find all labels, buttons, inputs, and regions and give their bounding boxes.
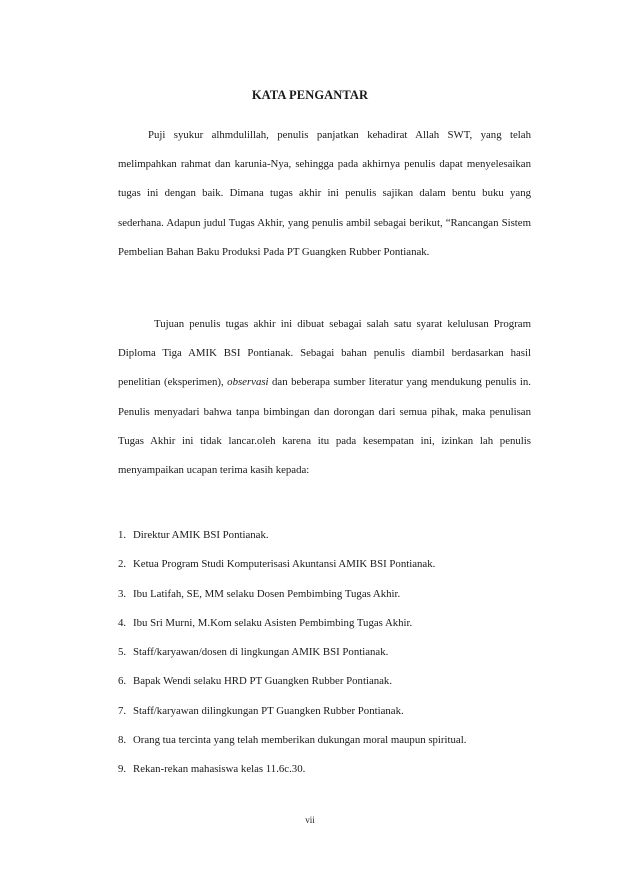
page-title: KATA PENGANTAR	[251, 88, 369, 102]
list-item	[118, 521, 531, 550]
list-item-number: 6.	[118, 675, 127, 688]
list-item-text: Ibu Sri Murni, M.Kom selaku Asisten Pembimbing Tugas Akhir.	[133, 616, 413, 629]
list-item-number: 4.	[118, 616, 127, 629]
list-item-number: 7.	[118, 704, 127, 717]
list-item-text: Direktur AMIK BSI Pontianak.	[133, 529, 269, 541]
list-item-text: Ketua Program Studi Komputerisasi Akuntansi AMIK BSI Pontianak.	[133, 558, 436, 571]
list-item	[118, 755, 531, 784]
page-number: vii	[305, 815, 315, 825]
list-item-number: 8.	[118, 734, 127, 747]
list-item-number: 1.	[118, 529, 127, 541]
list-item-text: Bapak Wendi selaku HRD PT Guangken Rubber Pontianak.	[133, 675, 393, 688]
paragraph-purpose-text-after: dan beberapa sumber literatur yang mendukung penulis in. Penulis menyadari bahwa tanpa bimbingan dan dorongan dari semua pihak, maka penulisan Tugas Akhir ini tidak lancar.oleh karena itu pada kesempatan ini, izinkan lah penulis menyampaikan ucapan terima kasih kepada:	[118, 376, 532, 477]
list-item-number: 5.	[118, 646, 127, 659]
list-item-number: 3.	[118, 587, 127, 600]
list-item	[118, 726, 531, 755]
paragraph-purpose-text-before: Tujuan penulis tugas akhir ini dibuat sebagai salah satu syarat kelulusan Program Diploma Tiga AMIK BSI Pontianak. Sebagai bahan penulis diambil berdasarkan hasil penelitian (eksperimen),	[118, 318, 531, 389]
acknowledgement-list	[118, 521, 531, 785]
list-item-number: 2.	[118, 558, 127, 571]
list-item-text: Rekan-rekan mahasiswa kelas 11.6c.30.	[133, 763, 306, 776]
paragraph-intro	[118, 121, 531, 267]
list-item-text: Ibu Latifah, SE, MM selaku Dosen Pembimbing Tugas Akhir.	[133, 587, 401, 600]
list-item-number: 9.	[118, 763, 127, 776]
list-item	[118, 697, 531, 726]
list-item	[118, 667, 531, 696]
list-item	[118, 638, 531, 667]
list-item-text: Staff/karyawan/dosen di lingkungan AMIK BSI Pontianak.	[133, 646, 389, 659]
paragraph-purpose-italic: observasi	[227, 376, 269, 389]
list-item	[118, 580, 531, 609]
paragraph-purpose	[118, 310, 531, 485]
list-item-text: Orang tua tercinta yang telah memberikan dukungan moral maupun spiritual.	[133, 734, 467, 747]
list-item	[118, 609, 531, 638]
paragraph-intro-text: Puji syukur alhmdulillah, penulis panjatkan kehadirat Allah SWT, yang telah melimpahkan rahmat dan karunia-Nya, sehingga pada akhirnya penulis dapat menyelesaikan tugas ini dengan baik. Dimana tugas akhir ini penulis sajikan dalam bentu buku yang sederhana. Adapun judul Tugas Akhir, yang penulis ambil sebagai berikut, “Rancangan Sistem Pembelian Bahan Baku Produksi Pada PT Guangken Rubber Pontianak.	[118, 129, 531, 258]
list-item-text: Staff/karyawan dilingkungan PT Guangken Rubber Pontianak.	[133, 704, 404, 717]
list-item	[118, 550, 531, 579]
